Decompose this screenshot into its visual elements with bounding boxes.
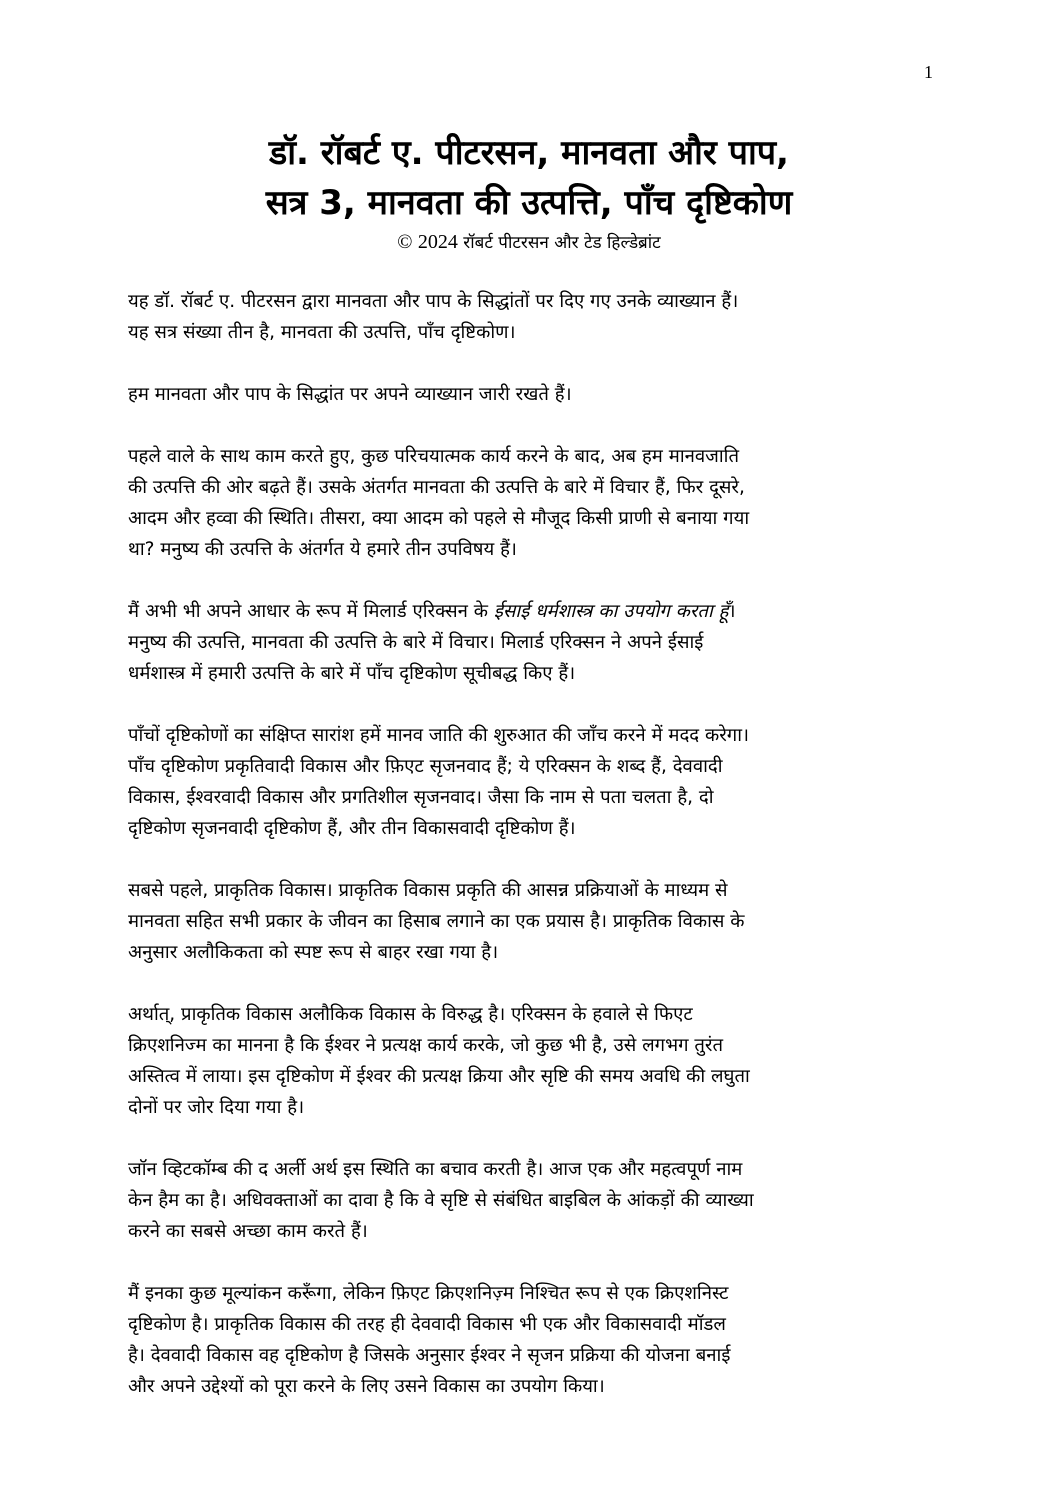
paragraph-subtopics: [128, 441, 933, 565]
body-text: [128, 286, 933, 1433]
text-segment: मैं अभी भी अपने आधार के रूप में मिलार्ड एरिक्सन के: [128, 601, 494, 622]
paragraph-line: मानवता सहित सभी प्रकार के जीवन का हिसाब लगाने का एक प्रयास है। प्राकृतिक विकास के: [128, 911, 745, 932]
paragraph-line: और अपने उद्देश्यों को पूरा करने के लिए उसने विकास का उपयोग किया।: [128, 1376, 605, 1397]
paragraph-line: दृष्टिकोण सृजनवादी दृष्टिकोण हैं, और तीन विकासवादी दृष्टिकोण हैं।: [128, 818, 576, 839]
paragraph-line: आदम और हव्वा की स्थिति। तीसरा, क्या आदम को पहले से मौजूद किसी प्राणी से बनाया गया: [128, 508, 750, 529]
paragraph-line: पहले वाले के साथ काम करते हुए, कुछ परिचयात्मक कार्य करने के बाद, अब हम मानवजाति: [128, 446, 740, 467]
book-title-italic: ईसाई धर्मशास्त्र का उपयोग करता हूँ: [493, 601, 729, 622]
paragraph-line: मैं इनका कुछ मूल्यांकन करूँगा, लेकिन फ़िएट क्रिएशनिज़्म निश्चित रूप से एक क्रिएशनिस्ट: [128, 1283, 729, 1304]
title-line-2: सत्र 3, मानवता की उत्पत्ति, पाँच दृष्टिकोण: [265, 183, 793, 223]
paragraph-line: था? मनुष्य की उत्पत्ति के अंतर्गत ये हमारे तीन उपविषय हैं।: [128, 539, 517, 560]
paragraph-line: केन हैम का है। अधिवक्ताओं का दावा है कि वे सृष्टि से संबंधित बाइबिल के आंकड़ों की व्याख्या: [128, 1190, 754, 1211]
paragraph-line: अनुसार अलौकिकता को स्पष्ट रूप से बाहर रखा गया है।: [128, 942, 499, 963]
paragraph-line: अर्थात्, प्राकृतिक विकास अलौकिक विकास के विरुद्ध है। एरिक्सन के हवाले से फिएट: [128, 1004, 693, 1025]
paragraph-erickson: [128, 596, 933, 689]
text-segment: ।: [728, 601, 736, 622]
paragraph-line: पाँच दृष्टिकोण प्रकृतिवादी विकास और फ़िएट सृजनवाद हैं; ये एरिक्सन के शब्द हैं, देववादी: [128, 756, 723, 777]
copyright-year: 2024: [417, 231, 458, 253]
paragraph-line: [128, 596, 933, 627]
paragraph-five-views: [128, 720, 933, 844]
document-title: [0, 128, 1058, 228]
paragraph-natural-evolution: [128, 875, 933, 968]
paragraph-deistic-evolution: [128, 1278, 933, 1402]
paragraph-line: धर्मशास्त्र में हमारी उत्पत्ति के बारे में पाँच दृष्टिकोण सूचीबद्ध किए हैं।: [128, 663, 576, 684]
page-number: 1: [924, 62, 933, 82]
paragraph-line: विकास, ईश्वरवादी विकास और प्रगतिशील सृजनवाद। जैसा कि नाम से पता चलता है, दो: [128, 787, 714, 808]
paragraph-line: मनुष्य की उत्पत्ति, मानवता की उत्पत्ति के बारे में विचार। मिलार्ड एरिक्सन ने अपने ईसाई: [128, 632, 704, 653]
paragraph-whitcomb: [128, 1154, 933, 1247]
paragraph-line: दृष्टिकोण है। प्राकृतिक विकास की तरह ही देववादी विकास भी एक और विकासवादी मॉडल: [128, 1314, 726, 1335]
paragraph-line: सबसे पहले, प्राकृतिक विकास। प्राकृतिक विकास प्रकृति की आसन्न प्रक्रियाओं के माध्यम से: [128, 880, 728, 901]
paragraph-line: अस्तित्व में लाया। इस दृष्टिकोण में ईश्वर की प्रत्यक्ष क्रिया और सृष्टि की समय अवधि की लघुता: [128, 1066, 750, 1087]
paragraph-line: जॉन व्हिटकॉम्ब की द अर्ली अर्थ इस स्थिति का बचाव करती है। आज एक और महत्वपूर्ण नाम: [128, 1159, 743, 1180]
paragraph-line: की उत्पत्ति की ओर बढ़ते हैं। उसके अंतर्गत मानवता की उत्पत्ति के बारे में विचार हैं, फिर दूसरे,: [128, 477, 745, 498]
paragraph-line: करने का सबसे अच्छा काम करते हैं।: [128, 1221, 368, 1242]
paragraph-line: क्रिएशनिज्म का मानना है कि ईश्वर ने प्रत्यक्ष कार्य करके, जो कुछ भी है, उसे लगभग तुरंत: [128, 1035, 724, 1056]
paragraph-line: यह सत्र संख्या तीन है, मानवता की उत्पत्ति, पाँच दृष्टिकोण।: [128, 322, 516, 343]
paragraph-line: दोनों पर जोर दिया गया है।: [128, 1097, 305, 1118]
paragraph-fiat-creationism: [128, 999, 933, 1123]
paragraph-line: यह डॉ. रॉबर्ट ए. पीटरसन द्वारा मानवता और पाप के सिद्धांतों पर दिए गए उनके व्याख्यान हैं।: [128, 291, 739, 312]
copyright-authors: रॉबर्ट पीटरसन और टेड हिल्डेब्रांट: [463, 233, 661, 253]
paragraph-intro: [128, 286, 933, 348]
title-line-1: डॉ. रॉबर्ट ए. पीटरसन, मानवता और पाप,: [269, 133, 789, 173]
copyright-line: [0, 230, 1058, 254]
paragraph-continue: [128, 379, 933, 410]
copyright-symbol: ©: [397, 231, 413, 253]
paragraph-line: पाँचों दृष्टिकोणों का संक्षिप्त सारांश हमें मानव जाति की शुरुआत की जाँच करने में मदद करेगा।: [128, 725, 749, 746]
paragraph-line: हम मानवता और पाप के सिद्धांत पर अपने व्याख्यान जारी रखते हैं।: [128, 384, 572, 405]
paragraph-line: है। देववादी विकास वह दृष्टिकोण है जिसके अनुसार ईश्वर ने सृजन प्रक्रिया की योजना बनाई: [128, 1345, 731, 1366]
